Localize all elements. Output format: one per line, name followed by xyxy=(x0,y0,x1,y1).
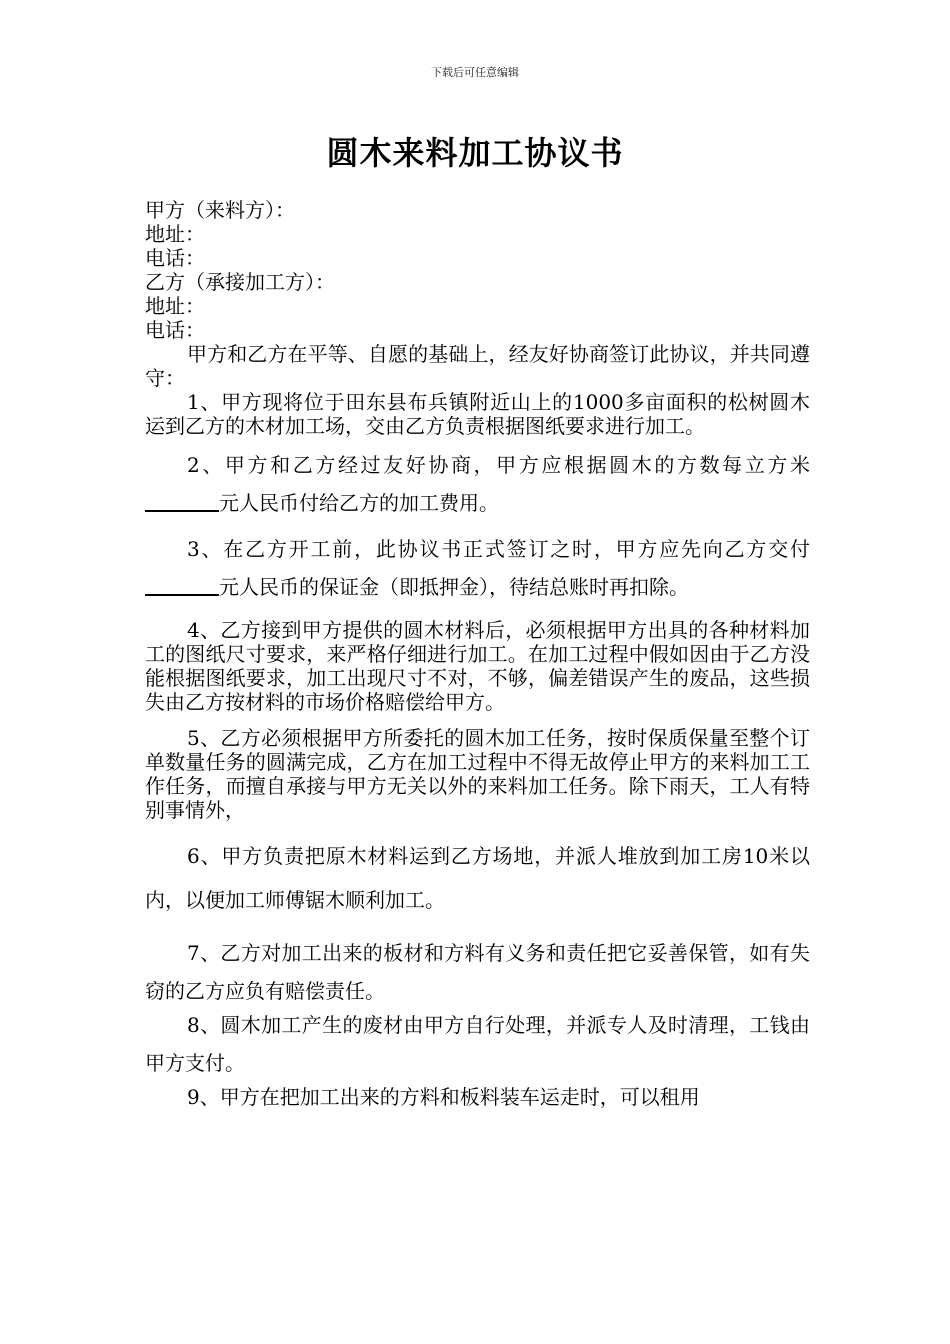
party-a-phone: 电话： xyxy=(145,246,205,270)
clause-3-text-before: 3、在乙方开工前，此协议书正式签订之时，甲方应先向乙方交付 xyxy=(187,537,810,561)
document-title: 圆木来料加工协议书 xyxy=(326,134,624,172)
clause-6: 6、甲方负责把原木材料运到乙方场地，并派人堆放到加工房10米以内，以便加工师傅锯木顺利加工。 xyxy=(145,844,810,912)
header-note: 下载后可任意编辑 xyxy=(431,66,519,79)
clause-8: 8、圆木加工产生的废材由甲方自行处理，并派专人及时清理，工钱由甲方支付。 xyxy=(145,1013,810,1075)
party-a-address: 地址： xyxy=(145,222,205,246)
intro-paragraph: 甲方和乙方在平等、自愿的基础上，经友好协商签订此协议，并共同遵守： xyxy=(145,342,810,390)
clause-5: 5、乙方必须根据甲方所委托的圆木加工任务，按时保质保量至整个订单数量任务的圆满完成，乙方在加工过程中不得无故停止甲方的来料加工工作任务，而擅自承接与甲方无关以外的来料加工任务。除下雨天，工人有特别事情外， xyxy=(145,726,810,822)
party-b-phone: 电话： xyxy=(145,318,205,342)
clause-2 xyxy=(145,446,810,522)
deposit-blank xyxy=(145,574,219,596)
fee-blank xyxy=(145,490,219,512)
party-a-label: 甲方（来料方）： xyxy=(145,198,295,222)
clause-9: 9、甲方在把加工出来的方料和板料装车运走时，可以租用 xyxy=(187,1085,700,1109)
clause-3 xyxy=(145,530,810,606)
clause-4: 4、乙方接到甲方提供的圆木材料后，必须根据甲方出具的各种材料加工的图纸尺寸要求，来严格仔细进行加工。在加工过程中假如因由于乙方没能根据图纸要求，加工出现尺寸不对，不够，偏差错误产生的废品，这些损失由乙方按材料的市场价格赔偿给甲方。 xyxy=(145,618,810,714)
clause-2-text-after: 元人民币付给乙方的加工费用。 xyxy=(219,491,499,515)
clause-7: 7、乙方对加工出来的板材和方料有义务和责任把它妥善保管，如有失窃的乙方应负有赔偿责任。 xyxy=(145,941,810,1003)
party-b-label: 乙方（承接加工方）： xyxy=(145,270,335,294)
clause-3-text-after: 元人民币的保证金（即抵押金），待结总账时再扣除。 xyxy=(219,575,689,599)
document-body xyxy=(145,198,810,1116)
party-b-address: 地址： xyxy=(145,294,205,318)
clause-1: 1、甲方现将位于田东县布兵镇附近山上的1000多亩面积的松树圆木运到乙方的木材加工场，交由乙方负责根据图纸要求进行加工。 xyxy=(145,390,810,438)
clause-2-text-before: 2、甲方和乙方经过友好协商，甲方应根据圆木的方数每立方米 xyxy=(187,453,810,477)
